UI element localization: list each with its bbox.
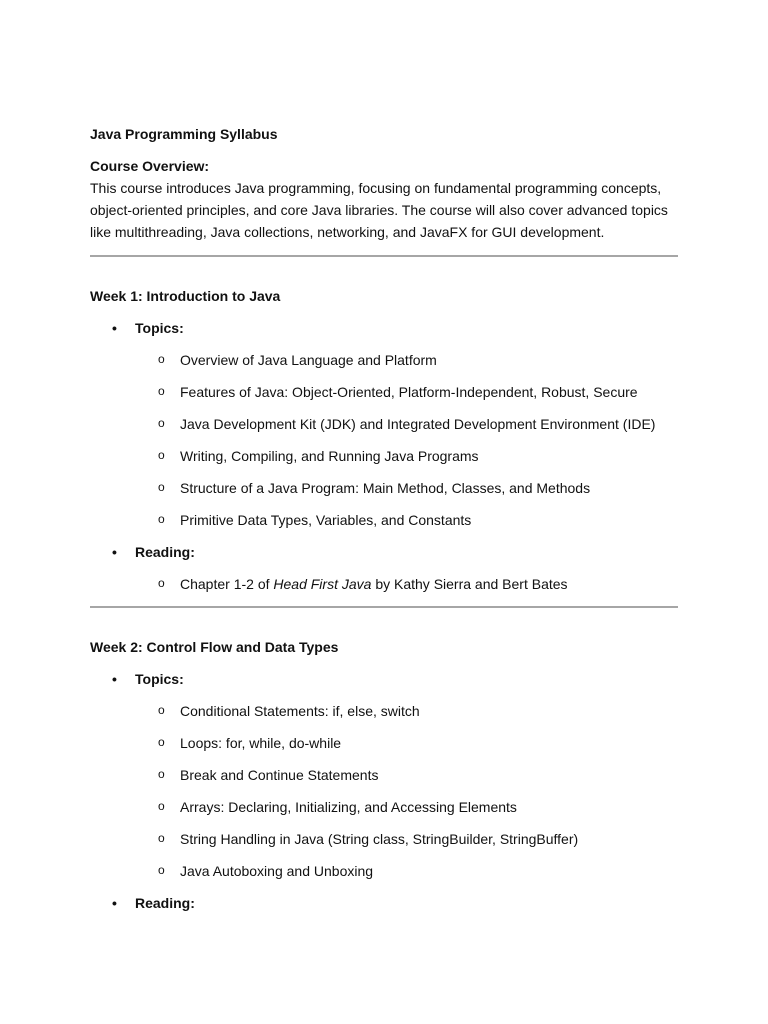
bullet-icon: • [112,544,117,560]
circle-bullet-icon: o [158,863,165,877]
topic-text: Overview of Java Language and Platform [180,352,437,368]
circle-bullet-icon: o [158,735,165,749]
topics-label: Topics: [135,671,184,687]
week-2-heading: Week 2: Control Flow and Data Types [90,639,339,655]
circle-bullet-icon: o [158,799,165,813]
reading-prefix: Chapter 1-2 of [180,576,274,592]
week-2-reading [90,893,678,913]
week-1-reading-list [90,574,678,594]
list-item [90,574,678,594]
course-overview-text: This course introduces Java programming, focusing on fundamental programming concepts, object-oriented principles, and core Java libraries. The course will also cover advanced topics like multithreading, Java collections, networking, and JavaFX for GUI development. [90,180,668,240]
reading-label: Reading: [135,895,195,911]
week-2-list [90,669,678,913]
list-item [90,701,678,721]
list-item [90,797,678,817]
circle-bullet-icon: o [158,416,165,430]
circle-bullet-icon: o [158,831,165,845]
topics-label: Topics: [135,320,184,336]
topic-text: Structure of a Java Program: Main Method, Classes, and Methods [180,480,591,496]
week-1-list [90,318,678,594]
list-item [90,446,678,466]
reading-label: Reading: [135,544,195,560]
week-1-heading: Week 1: Introduction to Java [90,288,281,304]
list-item [90,382,678,402]
bullet-icon: • [112,895,117,911]
circle-bullet-icon: o [158,352,165,366]
section-divider [90,255,678,257]
list-item [90,733,678,753]
week-2-topics [90,669,678,881]
week-1-topics [90,318,678,530]
topic-text: Java Development Kit (JDK) and Integrated Development Environment (IDE) [180,416,656,432]
list-item [90,765,678,785]
topic-text: Writing, Compiling, and Running Java Programs [180,448,479,464]
bullet-icon: • [112,671,117,687]
circle-bullet-icon: o [158,480,165,494]
reading-book-title: Head First Java [273,576,372,592]
topic-text: Java Autoboxing and Unboxing [180,863,374,879]
list-item [90,350,678,370]
circle-bullet-icon: o [158,448,165,462]
list-item [90,861,678,881]
topic-text: Primitive Data Types, Variables, and Constants [180,512,472,528]
list-item [90,510,678,530]
topic-text: Loops: for, while, do-while [180,735,342,751]
circle-bullet-icon: o [158,703,165,717]
week-1-topic-list [90,350,678,530]
bullet-icon: • [112,320,117,336]
document-page [90,124,678,913]
topic-text: Features of Java: Object-Oriented, Platform-Independent, Robust, Secure [180,384,638,400]
circle-bullet-icon: o [158,576,165,590]
week-2-topic-list [90,701,678,881]
topic-text: Break and Continue Statements [180,767,379,783]
section-divider [90,606,678,608]
course-overview-heading: Course Overview: [90,158,210,174]
reading-suffix: by Kathy Sierra and Bert Bates [371,576,568,592]
list-item [90,829,678,849]
week-1-reading [90,542,678,594]
circle-bullet-icon: o [158,767,165,781]
topic-text: Conditional Statements: if, else, switch [180,703,420,719]
circle-bullet-icon: o [158,512,165,526]
document-title: Java Programming Syllabus [90,126,278,142]
list-item [90,478,678,498]
topic-text: Arrays: Declaring, Initializing, and Accessing Elements [180,799,517,815]
topic-text: String Handling in Java (String class, StringBuilder, StringBuffer) [180,831,579,847]
list-item [90,414,678,434]
circle-bullet-icon: o [158,384,165,398]
